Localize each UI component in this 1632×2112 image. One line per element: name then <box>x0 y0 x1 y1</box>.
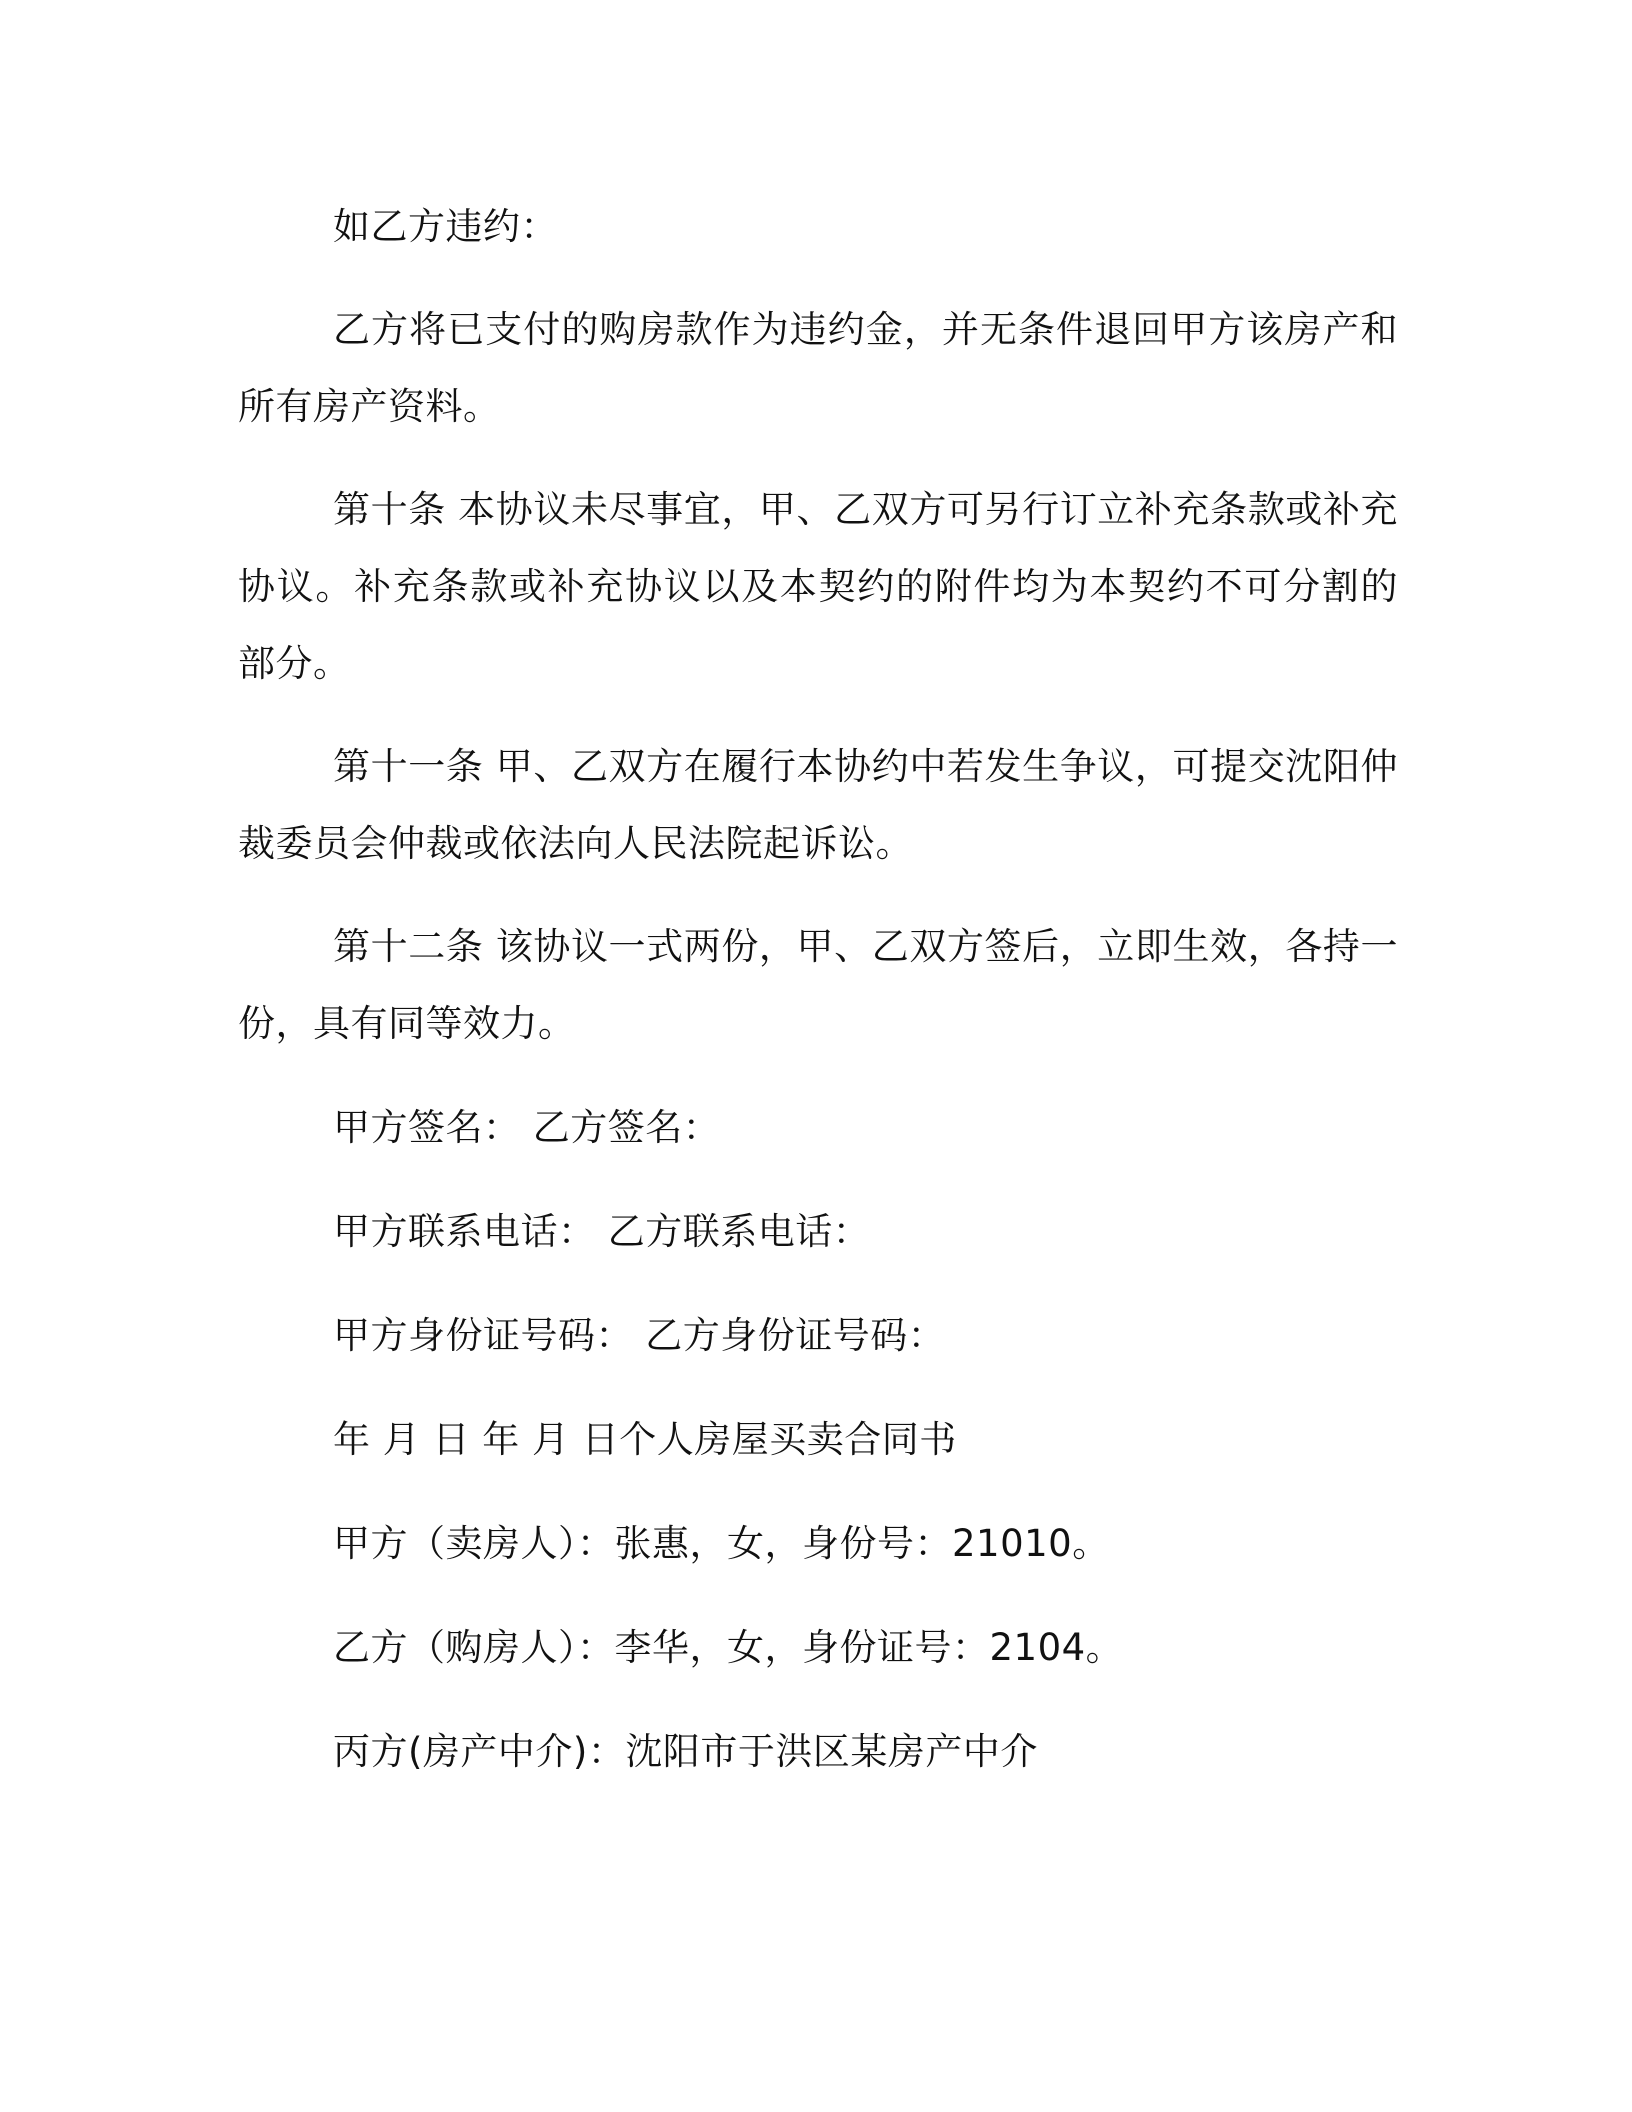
phone-line: 甲方联系电话： 乙方联系电话： <box>333 1210 871 1253</box>
paragraph-breach-heading: 如乙方违约： <box>333 205 558 248</box>
date-title-line: 年 月 日 年 月 日个人房屋买卖合同书 <box>333 1418 957 1461</box>
paragraph-article-12: 第十二条 该协议一式两份，甲、乙双方签后，立即生效，各持一份，具有同等效力。 <box>238 925 1398 1045</box>
buyer-line: 乙方（购房人）：李华，女，身份证号：2104。 <box>333 1626 1124 1669</box>
paragraph-breach-terms: 乙方将已支付的购房款作为违约金，并无条件退回甲方该房产和所有房产资料。 <box>238 308 1398 428</box>
document-body <box>238 188 1398 1790</box>
agent-line: 丙方(房产中介)：沈阳市于洪区某房产中介 <box>333 1730 1038 1773</box>
seller-line: 甲方（卖房人）：张惠，女，身份号：21010。 <box>333 1522 1110 1565</box>
id-number-line: 甲方身份证号码： 乙方身份证号码： <box>333 1314 946 1357</box>
signature-line: 甲方签名： 乙方签名： <box>333 1106 721 1149</box>
paragraph-article-11: 第十一条 甲、乙双方在履行本协约中若发生争议，可提交沈阳仲裁委员会仲裁或依法向人民法院起诉讼。 <box>238 745 1398 865</box>
paragraph-article-10: 第十条 本协议未尽事宜，甲、乙双方可另行订立补充条款或补充协议。补充条款或补充协议以及本契约的附件均为本契约不可分割的部分。 <box>238 488 1398 685</box>
